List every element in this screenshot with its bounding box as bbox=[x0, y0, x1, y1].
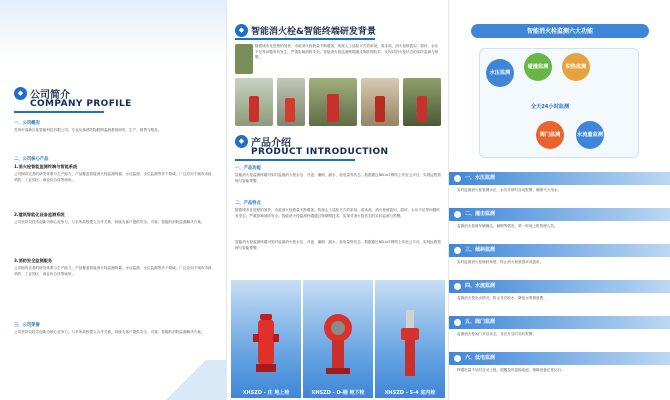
function-title: 二、撞击监测 bbox=[465, 211, 496, 217]
field-photo bbox=[309, 78, 357, 126]
function-section-head bbox=[449, 244, 670, 257]
section-icon: ◆ bbox=[235, 135, 248, 148]
function-title: 五、阀门监测 bbox=[465, 319, 496, 325]
product-text-2: 随着城市化进程的加快，市政消火栓数量不断增加，传统人工巡检方式效率低、成本高，消火栓被盗用、损坏、水压不足等问题时有发生，严重影响消防安全。智能消火栓监测终端通过物联网技术，实现对消火栓状态的实时监测与预警。 bbox=[235, 208, 440, 218]
product-caption: XHSZD - D-桶 地下栓 bbox=[311, 390, 365, 396]
hydrant-icon bbox=[393, 308, 427, 378]
product-caption: XHSZD - S-4 室内栓 bbox=[384, 390, 436, 396]
profile-para-2b: 公司拥有完善的研发体系与生产能力，产品覆盖智能消火栓监测终端、水压监测、水位监测等多个领域，广泛应用于城市市政消防、工业园区、商业综合体等场所。 bbox=[14, 266, 212, 276]
bubble-water-pressure: 水压监测 bbox=[486, 59, 514, 87]
profile-bold-1: 1.消火栓智能监测终端与智能系统 bbox=[14, 164, 78, 169]
profile-divider bbox=[14, 111, 104, 113]
center-text: 全天24小时监测 bbox=[530, 104, 570, 110]
product-divider bbox=[235, 159, 355, 161]
function-text: 监测消火栓出水情况，防止非法取水，降低水资源浪费。 bbox=[457, 296, 547, 300]
bubble-water-flow: 水流量监测 bbox=[576, 121, 604, 149]
background-title-row bbox=[235, 24, 376, 37]
bubble-heat: 积热监测 bbox=[562, 53, 590, 81]
field-photo bbox=[403, 78, 441, 126]
corner-decor bbox=[146, 360, 226, 400]
function-title: 四、水流监测 bbox=[465, 283, 496, 289]
profile-bold-3: 3.消防安全监测服务 bbox=[14, 258, 53, 263]
product-sub-1: 一、产品功能 bbox=[235, 166, 261, 171]
product-card bbox=[303, 280, 373, 398]
functions-title: 智能消火栓监测六大功能 bbox=[526, 28, 593, 35]
bubble-valve: 阀门监测 bbox=[536, 121, 564, 149]
panel-gradient bbox=[0, 0, 226, 60]
field-photo bbox=[235, 78, 273, 126]
functions-diagram bbox=[479, 48, 639, 158]
function-text: 实时监测消火栓管网水压，水压异常时自动报警，确保灭火用水。 bbox=[457, 188, 562, 192]
profile-sub-1: 一、公司概况 bbox=[14, 121, 40, 126]
function-text: 监测消火栓被车辆撞击、倾倒等情况，第一时间上报管理人员。 bbox=[457, 224, 558, 228]
function-title: 六、低电监测 bbox=[465, 355, 496, 361]
company-profile-panel bbox=[0, 0, 226, 400]
bubble-collision: 碰撞监测 bbox=[524, 53, 552, 81]
background-divider bbox=[235, 38, 375, 40]
product-caption: XHSZD - 庄 地上栓 bbox=[242, 390, 290, 396]
profile-para-3b: 公司坚持以技术创新为核心竞争力，与多所高校建立合作关系，持续为客户提供安全、可靠、智能的消防监测解决方案。 bbox=[14, 330, 205, 334]
profile-title-cn: 公司简介 bbox=[30, 90, 70, 101]
section-icon: ◆ bbox=[235, 24, 248, 37]
product-card bbox=[231, 280, 301, 398]
section-icon: ◆ bbox=[14, 87, 27, 100]
product-sub-2: 二、产品特点 bbox=[235, 201, 261, 206]
product-text-3: 智能消火栓监测终端可实时监测消火栓水压、开盖、撞倒、漏水、低电量等状态，数据通过NB-IoT网络上传至云平台，实现远程管理与智能预警。 bbox=[235, 240, 441, 250]
hydrant-icon bbox=[253, 312, 279, 376]
field-photo bbox=[277, 78, 305, 126]
six-functions-panel bbox=[448, 0, 670, 400]
profile-sub-2: 二、公司核心产品 bbox=[14, 157, 49, 162]
function-section-head bbox=[449, 316, 670, 329]
functions-title-bar bbox=[471, 24, 649, 38]
background-text: 随着城市化进程的加快，市政消火栓数量不断增加，传统人工巡检方式效率低、成本高，消火栓被盗用、损坏、水压不足等问题时有发生，严重影响消防安全。智能消火栓监测终端通过物联网技术，实现对消火栓状态的实时监测与预警。 bbox=[255, 44, 439, 60]
function-text: 实时监测消火栓倾斜角度，防止消火栓被损坏或盗用。 bbox=[457, 260, 544, 264]
research-background-panel bbox=[226, 0, 448, 400]
function-title: 三、倾斜监测 bbox=[465, 247, 496, 253]
function-section-head bbox=[449, 280, 670, 293]
function-title: 一、水压监测 bbox=[465, 175, 496, 181]
profile-bold-2: 2.建筑智能化设备监测系统 bbox=[14, 212, 65, 217]
product-title-cn: 产品介绍 bbox=[251, 138, 291, 149]
function-section-head bbox=[449, 352, 670, 365]
field-photo bbox=[361, 78, 399, 126]
hydrant-icon bbox=[318, 310, 358, 376]
product-card bbox=[375, 280, 445, 398]
field-photo bbox=[235, 44, 253, 74]
function-section-head bbox=[449, 172, 670, 185]
background-title: 智能消火栓&智能终端研发背景 bbox=[251, 27, 376, 37]
function-text: 终端电量不足时自动上报，提醒及时更换电池，保障设备正常运行。 bbox=[457, 368, 565, 372]
profile-para-1: 苏州市高新区某智能科技有限公司，专业从事消防物联网监测系统研发、生产、销售与服务。 bbox=[14, 128, 162, 132]
function-text: 监测消火栓阀门开启状态，非法开启时实时报警。 bbox=[457, 332, 537, 336]
profile-title-en: COMPANY PROFILE bbox=[30, 99, 132, 109]
product-title-en: PRODUCT INTRODUCTION bbox=[251, 147, 389, 157]
function-section-head bbox=[449, 208, 670, 221]
profile-sub-3: 三、公司荣誉 bbox=[14, 323, 40, 328]
product-text: 智能消火栓监测终端可实时监测消火栓水压、开盖、撞倒、漏水、低电量等状态，数据通过NB-IoT网络上传至云平台，实现远程管理与智能预警。 bbox=[235, 173, 441, 183]
profile-para-3: 公司坚持以技术创新为核心竞争力，与多所高校建立合作关系，持续为客户提供安全、可靠、智能的消防监测解决方案。 bbox=[14, 220, 205, 224]
profile-para-2: 公司拥有完善的研发体系与生产能力，产品覆盖智能消火栓监测终端、水压监测、水位监测等多个领域，广泛应用于城市市政消防、工业园区、商业综合体等场所。 bbox=[14, 172, 212, 182]
